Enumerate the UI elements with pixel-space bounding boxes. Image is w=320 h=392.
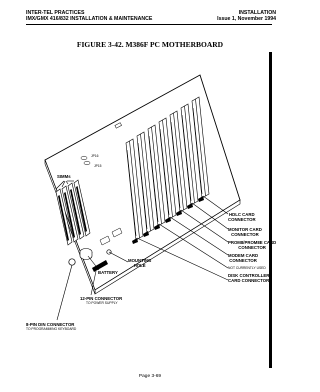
callout-modem-card-connector xyxy=(228,253,258,263)
page-number: Page 3-69 xyxy=(138,374,162,379)
board-mark-jumper-a: JP16 xyxy=(91,154,99,158)
header-practice-name: INTER-TEL PRACTICES xyxy=(26,10,85,16)
callout-monitor-card-connector xyxy=(228,227,262,237)
callout-modem-line2: CONNECTOR xyxy=(229,258,257,263)
callout-8-pin-din-connector xyxy=(26,322,76,332)
header-manual-name: IMX/GMX 416/832 INSTALLATION & MAINTENANCE xyxy=(26,16,153,23)
figure-title: FIGURE 3-42. M386F PC MOTHERBOARD xyxy=(76,40,224,49)
callout-monitor-line2: CONNECTOR xyxy=(231,232,259,237)
callout-din-line1: 8-PIN DIN CONNECTOR xyxy=(26,322,75,327)
header-section-name: INSTALLATION xyxy=(238,10,276,16)
callout-mounting-line1: MOUNTING xyxy=(128,258,152,263)
jumper-b xyxy=(84,161,90,165)
callout-disk-line1: DISK CONTROLLER xyxy=(228,273,270,278)
callout-simms: SIMMs xyxy=(57,174,71,179)
callout-prom8-card-connector xyxy=(228,240,276,250)
callout-mounting-hole xyxy=(128,258,151,268)
callout-12-pin-line2: TO POWER SUPPLY xyxy=(86,301,118,305)
callout-hdlc-line1: HDLC CARD xyxy=(229,212,255,217)
callout-mounting-line2: HOLE xyxy=(133,263,146,268)
callout-prom8-line1: PROM8/PROM8E CARD xyxy=(228,240,277,245)
callout-disk-line2: CARD CONNECTOR xyxy=(228,278,270,283)
callout-battery: BATTERY xyxy=(98,270,118,275)
callout-modem-line1: MODEM CARD xyxy=(228,253,259,258)
callout-din-line2: TO PROGRAMMING KEYBOARD xyxy=(26,327,77,331)
callout-hdlc-card-connector xyxy=(228,212,256,222)
battery xyxy=(80,249,92,260)
callout-12-pin-line1: 12-PIN CONNECTOR xyxy=(80,296,123,301)
callout-disk-controller-connector xyxy=(228,273,269,283)
jumper-a xyxy=(81,156,87,160)
board-mark-jumper-b: JP15 xyxy=(94,164,102,168)
callout-12-pin-connector xyxy=(80,296,122,306)
callout-prom8-line2: CONNECTOR xyxy=(238,245,266,250)
callout-monitor-line1: MONITOR CARD xyxy=(228,227,262,232)
callout-hdlc-line2: CONNECTOR xyxy=(228,217,256,222)
callout-not-currently-used: NOT CURRENTLY USED xyxy=(228,266,266,270)
header-issue-date: Issue 1, November 1994 xyxy=(217,16,276,23)
din-connector xyxy=(69,259,75,265)
